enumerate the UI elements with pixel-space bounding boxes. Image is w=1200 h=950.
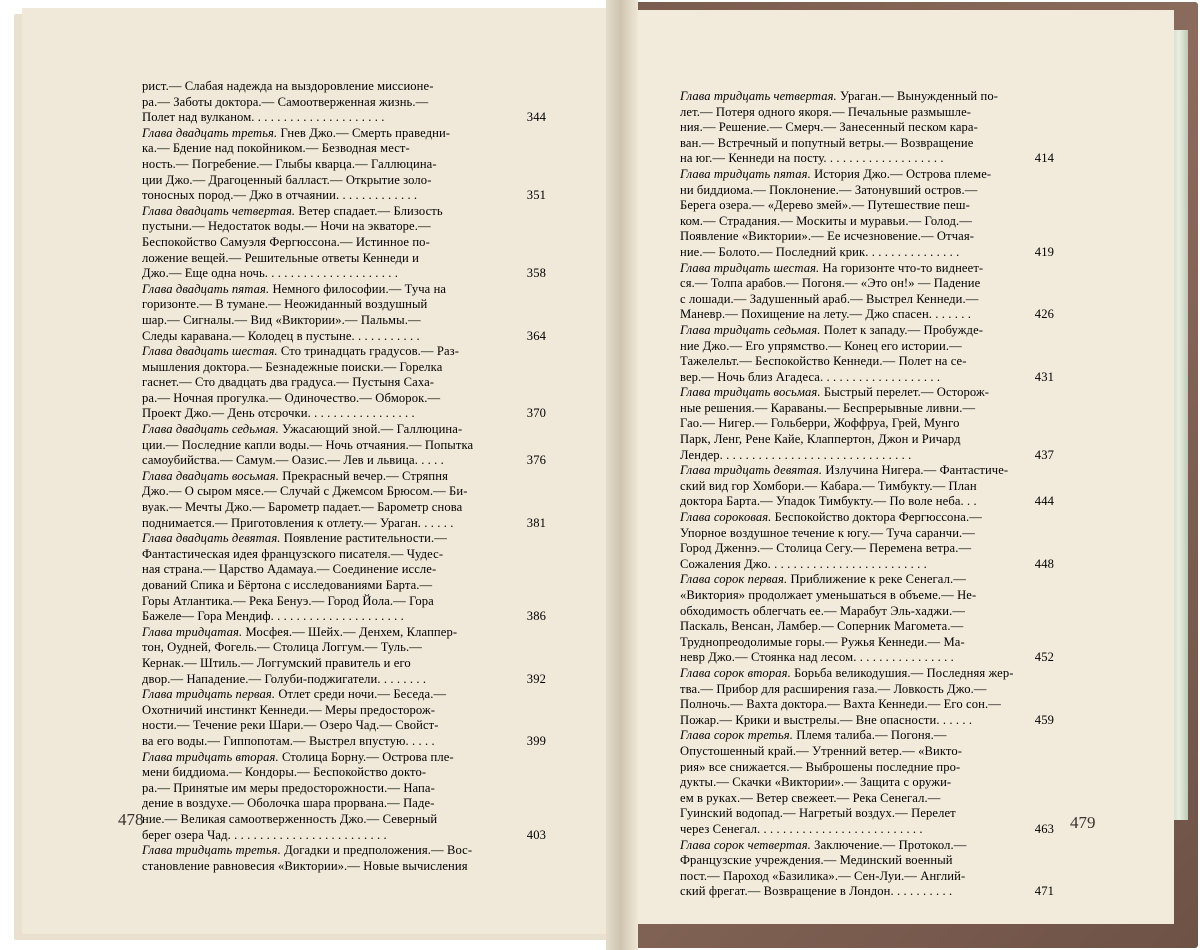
toc-text: берег озера Чад. . . . . . . . . . . . . . . . . . . . . . . . .	[142, 827, 387, 842]
toc-line	[142, 313, 546, 329]
toc-text: рия» все снижается.— Выброшены последние про-	[680, 759, 961, 774]
toc-line	[680, 245, 1054, 261]
toc-line	[142, 500, 546, 516]
toc-line	[680, 806, 1054, 822]
toc-text: Полет над вулканом. . . . . . . . . . . . . . . . . . . . .	[142, 110, 385, 125]
toc-page-number: 376	[524, 453, 546, 469]
toc-line	[680, 869, 1054, 885]
toc-page-number: 426	[1032, 307, 1054, 323]
chapter-title: Глава двадцать шестая.	[142, 344, 278, 359]
toc-line	[680, 432, 1054, 448]
toc-text: с лошади.— Задушенный араб.— Выстрел Кеннеди.—	[680, 291, 979, 306]
toc-text: шар.— Сигналы.— Вид «Виктории».— Пальмы.—	[142, 312, 421, 327]
toc-text: Заключение.— Протокол.—	[810, 837, 967, 852]
chapter-title: Глава тридцать третья.	[142, 843, 281, 858]
toc-page-number: 344	[524, 110, 546, 126]
toc-text: самоубийства.— Самум.— Оазис.— Лев и львица. . . . .	[142, 453, 444, 468]
toc-text: ван.— Встречный и попутный ветры.— Возвращение	[680, 135, 974, 150]
toc-text: невр Джо.— Стоянка над лесом. . . . . . . . . . . . . . . .	[680, 650, 954, 665]
toc-line	[680, 697, 1054, 713]
toc-line	[680, 791, 1054, 807]
toc-line	[680, 526, 1054, 542]
toc-line	[680, 775, 1054, 791]
toc-text: Немного философии.— Туча на	[269, 281, 447, 296]
toc-text: ность.— Погребение.— Глыбы кварца.— Галлюцина-	[142, 156, 437, 171]
chapter-title: Глава тридцать вторая.	[142, 749, 279, 764]
toc-page-number: 419	[1032, 245, 1054, 261]
toc-line	[680, 416, 1054, 432]
toc-text: Лендер. . . . . . . . . . . . . . . . . . . . . . . . . . . . . .	[680, 447, 912, 462]
toc-line	[680, 276, 1054, 292]
toc-text: ра.— Ночная прогулка.— Одиночество.— Обморок.—	[142, 390, 441, 405]
toc-text: мени биддиома.— Кондоры.— Беспокойство докто-	[142, 765, 427, 780]
chapter-title: Глава двадцать девятая.	[142, 531, 281, 546]
toc-text: Догадки и предположения.— Вос-	[280, 843, 473, 858]
toc-page-number: 431	[1032, 370, 1054, 386]
toc-text: ка.— Бдение над покойником.— Безводная мест-	[142, 141, 410, 156]
toc-line	[680, 229, 1054, 245]
toc-page-number: 437	[1032, 448, 1054, 464]
toc-text: ский фрегат.— Возвращение в Лондон. . . . . . . . . .	[680, 884, 953, 899]
toc-text: Джо.— Еще одна ночь. . . . . . . . . . . . . . . . . . . . .	[142, 266, 398, 281]
toc-line	[680, 838, 1054, 854]
toc-line	[680, 728, 1054, 744]
toc-line	[680, 370, 1054, 386]
toc-text: ва его воды.— Гиппопотам.— Выстрел впустую. . . . .	[142, 733, 435, 748]
toc-text: Гуинский водопад.— Нагретый воздух.— Перелет	[680, 806, 956, 821]
toc-line	[680, 214, 1054, 230]
toc-page-number: 463	[1032, 822, 1054, 838]
toc-text: тва.— Прибор для расширения газа.— Ловкость Джо.—	[680, 681, 987, 696]
toc-line	[680, 448, 1054, 464]
chapter-title: Глава сорок вторая.	[680, 665, 791, 680]
chapter-title: Глава двадцать седьмая.	[142, 422, 279, 437]
toc-line	[142, 406, 546, 422]
toc-line	[680, 105, 1054, 121]
toc-page-number: 351	[524, 188, 546, 204]
toc-text: Полночь.— Вахта доктора.— Вахта Кеннеди.— Его сон.—	[680, 697, 1001, 712]
toc-text: Ураган.— Вынужденный по-	[836, 89, 999, 103]
toc-text: Отлет среди ночи.— Беседа.—	[275, 687, 447, 702]
toc-text: Пожар.— Крики и выстрелы.— Вне опасности. . . . . .	[680, 712, 973, 727]
toc-text: Парк, Ленг, Рене Кайе, Клаппертон, Джон и Ричард	[680, 432, 961, 447]
toc-text: двор.— Нападение.— Голуби-поджигатели. . . . . . . .	[142, 671, 427, 686]
toc-line	[142, 360, 546, 376]
toc-line	[142, 703, 546, 719]
toc-page-number: 386	[524, 609, 546, 625]
chapter-title: Глава двадцать четвертая.	[142, 203, 296, 218]
toc-line	[142, 516, 546, 532]
toc-line	[142, 625, 546, 641]
toc-text: ние Джо.— Его упрямство.— Конец его истории.—	[680, 338, 962, 353]
toc-text: «Виктория» продолжает уменьшаться в объеме.— Не-	[680, 588, 977, 602]
toc-line	[680, 136, 1054, 152]
toc-line	[142, 484, 546, 500]
toc-text: ции Джо.— Драгоценный балласт.— Открытие золо-	[142, 172, 432, 187]
toc-text: мышления доктора.— Безнадежные поиски.— Горелка	[142, 359, 443, 374]
toc-line	[142, 750, 546, 766]
chapter-title: Глава двадцать третья.	[142, 125, 278, 140]
toc-text: Проект Джо.— День отсрочки. . . . . . . . . . . . . . . . .	[142, 406, 415, 421]
toc-line	[680, 557, 1054, 573]
chapter-title: Глава сорок третья.	[680, 728, 794, 743]
toc-text: Опустошенный край.— Утренний ветер.— «Викто-	[680, 743, 963, 758]
toc-line	[680, 494, 1054, 510]
toc-line	[142, 781, 546, 797]
toc-text: Труднопреодолимые горы.— Ружья Кеннеди.— Ма-	[680, 634, 965, 649]
toc-line	[142, 812, 546, 828]
toc-text: дение в воздухе.— Оболочка шара прорвана.— Паде-	[142, 796, 435, 811]
toc-line	[142, 79, 546, 95]
toc-text: ни биддиома.— Поклонение.— Затонувший остров.—	[680, 182, 978, 197]
toc-text: Беспокойство доктора Фергюссона.—	[771, 510, 982, 525]
toc-text: Появление растительности.—	[280, 531, 447, 546]
toc-text: Племя талиба.— Погоня.—	[793, 728, 947, 743]
toc-line	[680, 385, 1054, 401]
toc-line	[142, 110, 546, 126]
toc-text: Борьба великодушия.— Последняя жер-	[790, 665, 1014, 680]
toc-text: ния.— Решение.— Смерч.— Занесенный песком кара-	[680, 120, 978, 135]
toc-text: Приближение к реке Сенегал.—	[787, 572, 966, 587]
toc-text: на юг.— Кеннеди на посту. . . . . . . . . . . . . . . . . . .	[680, 151, 944, 166]
toc-text: Гао.— Нигер.— Гольберри, Жоффруа, Грей, Мунго	[680, 416, 960, 431]
toc-line	[680, 760, 1054, 776]
toc-text: ние.— Болото.— Последний крик. . . . . . . . . . . . . . .	[680, 244, 960, 259]
toc-line	[680, 588, 1054, 604]
toc-line	[680, 619, 1054, 635]
toc-right-column	[680, 89, 1054, 900]
toc-text: Следы каравана.— Колодец в пустыне. . . . . . . . . . .	[142, 328, 420, 343]
toc-line	[142, 438, 546, 454]
toc-line	[142, 718, 546, 734]
toc-text: ции.— Последние капли воды.— Ночь отчаяния.— Попытка	[142, 437, 474, 452]
toc-text: ности.— Течение реки Шари.— Озеро Чад.— Свойст-	[142, 718, 439, 733]
toc-line	[680, 541, 1054, 557]
toc-line	[142, 562, 546, 578]
toc-line	[680, 604, 1054, 620]
toc-line	[680, 666, 1054, 682]
toc-page-number: 381	[524, 516, 546, 532]
toc-text: пустыни.— Недостаток воды.— Ночи на экваторе.—	[142, 219, 431, 234]
toc-line	[142, 578, 546, 594]
toc-line	[680, 120, 1054, 136]
toc-text: вуак.— Мечты Джо.— Барометр падает.— Барометр снова	[142, 500, 463, 515]
toc-text: Появление «Виктории».— Ее исчезновение.— Отчая-	[680, 229, 975, 244]
toc-line	[142, 531, 546, 547]
toc-text: через Сенегал. . . . . . . . . . . . . . . . . . . . . . . . . .	[680, 821, 923, 836]
toc-line	[142, 422, 546, 438]
toc-page-number: 414	[1032, 151, 1054, 167]
page-number-right: 479	[1070, 813, 1096, 832]
toc-page-number: 444	[1032, 494, 1054, 510]
toc-text: ные решения.— Караваны.— Беспрерывные ливни.—	[680, 400, 976, 415]
toc-line	[680, 479, 1054, 495]
toc-text: История Джо.— Острова племе-	[810, 166, 992, 181]
toc-text: Фантастическая идея французского писателя.— Чудес-	[142, 546, 444, 561]
toc-line	[142, 594, 546, 610]
toc-page-number: 459	[1032, 713, 1054, 729]
toc-line	[142, 609, 546, 625]
toc-line	[680, 323, 1054, 339]
toc-text: дукты.— Скачки «Виктории».— Защита с оружи-	[680, 775, 952, 790]
toc-page-number: 471	[1032, 884, 1054, 900]
toc-line	[680, 89, 1054, 105]
toc-text: ком.— Страдания.— Москиты и муравьи.— Голод.—	[680, 213, 972, 228]
toc-line	[142, 235, 546, 251]
chapter-title: Глава тридцатая.	[142, 624, 243, 639]
toc-text: поднимается.— Приготовления к отлету.— Ураган. . . . . .	[142, 515, 454, 530]
toc-line	[142, 266, 546, 282]
chapter-title: Глава тридцать восьмая.	[680, 385, 821, 400]
chapter-title: Глава двадцать пятая.	[142, 281, 270, 296]
toc-line	[142, 157, 546, 173]
toc-text: Бажеле— Гора Мендиф. . . . . . . . . . . . . . . . . . . . .	[142, 609, 404, 624]
toc-line	[680, 572, 1054, 588]
toc-line	[680, 339, 1054, 355]
toc-text: Упорное воздушное течение к югу.— Туча саранчи.—	[680, 525, 976, 540]
toc-left-column	[142, 79, 546, 874]
chapter-title: Глава двадцать восьмая.	[142, 468, 279, 483]
toc-line	[680, 713, 1054, 729]
toc-line	[142, 656, 546, 672]
toc-line	[680, 744, 1054, 760]
toc-text: горизонте.— В тумане.— Неожиданный воздушный	[142, 297, 428, 312]
toc-text: Прекрасный вечер.— Стряпня	[278, 468, 448, 483]
toc-line	[142, 828, 546, 844]
toc-text: ложение вещей.— Решительные ответы Кеннеди и	[142, 250, 419, 265]
toc-text: Охотничий инстинкт Кеннеди.— Меры предосторож-	[142, 702, 436, 717]
chapter-title: Глава сорок первая.	[680, 572, 788, 587]
chapter-title: Глава тридцать первая.	[142, 687, 276, 702]
toc-text: лет.— Потеря одного якоря.— Печальные размышле-	[680, 104, 972, 119]
book-gutter	[606, 0, 638, 950]
toc-line	[142, 282, 546, 298]
toc-text: пост.— Пароход «Базилика».— Сен-Луи.— Англий-	[680, 868, 966, 883]
toc-text: Маневр.— Похищение на лету.— Джо спасен. . . . . . .	[680, 307, 972, 322]
toc-page-number: 358	[524, 266, 546, 282]
toc-text: Излучина Нигера.— Фантастиче-	[822, 463, 1009, 478]
toc-line	[142, 204, 546, 220]
toc-line	[680, 167, 1054, 183]
toc-line	[142, 95, 546, 111]
chapter-title: Глава сорок четвертая.	[680, 837, 811, 852]
toc-line	[142, 329, 546, 345]
page-number-left: 478	[118, 810, 144, 829]
toc-text: обходимость облегчать ее.— Марабут Эль-хаджи.—	[680, 603, 966, 618]
toc-page-number: 399	[524, 734, 546, 750]
toc-line	[680, 635, 1054, 651]
chapter-title: Глава тридцать пятая.	[680, 166, 811, 181]
toc-page-number: 364	[524, 329, 546, 345]
toc-text: Тажелельт.— Беспокойство Кеннеди.— Полет на се-	[680, 354, 967, 369]
toc-line	[142, 547, 546, 563]
toc-line	[142, 687, 546, 703]
toc-text: ра.— Заботы доктора.— Самоотверженная жизнь.—	[142, 94, 429, 109]
toc-line	[680, 183, 1054, 199]
toc-line	[680, 198, 1054, 214]
toc-page-number: 452	[1032, 650, 1054, 666]
toc-page-number: 403	[524, 828, 546, 844]
toc-text: тоносных пород.— Джо в отчаянии. . . . . . . . . . . . .	[142, 188, 418, 203]
toc-text: тон, Оудней, Фогель.— Столица Логгум.— Туль.—	[142, 640, 422, 655]
toc-line	[680, 401, 1054, 417]
toc-text: Горы Атлантика.— Река Бенуэ.— Город Йола.— Гора	[142, 593, 434, 608]
toc-text: становление равновесия «Виктории».— Новые вычисления	[142, 858, 468, 873]
toc-text: Город Дженнэ.— Столица Сегу.— Перемена ветра.—	[680, 541, 972, 556]
toc-line	[142, 375, 546, 391]
chapter-title: Глава тридцать седьмая.	[680, 322, 821, 337]
toc-line	[680, 151, 1054, 167]
toc-line	[680, 510, 1054, 526]
toc-line	[142, 796, 546, 812]
toc-line	[142, 141, 546, 157]
toc-text: доктора Барта.— Упадок Тимбукту.— По воле неба. . .	[680, 494, 977, 509]
toc-line	[142, 297, 546, 313]
toc-text: ский вид гор Хомбори.— Кабара.— Тимбукту.— План	[680, 478, 977, 493]
toc-page-number: 448	[1032, 557, 1054, 573]
toc-line	[142, 765, 546, 781]
toc-text: Беспокойство Самуэля Фергюссона.— Истинное по-	[142, 234, 430, 249]
toc-text: вер.— Ночь близ Агадеса. . . . . . . . . . . . . . . . . . .	[680, 369, 941, 384]
toc-text: ная страна.— Царство Адамауа.— Соединение иссле-	[142, 562, 437, 577]
toc-line	[142, 391, 546, 407]
toc-text: Быстрый перелет.— Осторож-	[820, 385, 990, 400]
toc-line	[142, 859, 546, 875]
toc-text: Кернак.— Штиль.— Логгумский правитель и его	[142, 655, 411, 670]
toc-text: На горизонте что-то виднеет-	[819, 260, 984, 275]
toc-line	[142, 672, 546, 688]
toc-line	[680, 884, 1054, 900]
toc-text: Полет к западу.— Пробужде-	[820, 322, 984, 337]
toc-text: Гнев Джо.— Смерть праведни-	[277, 125, 451, 140]
toc-text: Французские учреждения.— Мединский военный	[680, 853, 953, 868]
toc-text: Ужасающий зной.— Галлюцина-	[278, 422, 463, 437]
chapter-title: Глава сороковая.	[680, 510, 772, 525]
toc-text: Ветер спадает.— Близость	[295, 203, 443, 218]
toc-line	[680, 307, 1054, 323]
toc-line	[142, 219, 546, 235]
toc-text: гаснет.— Сто двадцать два градуса.— Пустыня Саха-	[142, 375, 435, 390]
chapter-title: Глава тридцать шестая.	[680, 260, 820, 275]
toc-text: Сто тринадцать градусов.— Раз-	[277, 344, 460, 359]
toc-text: ся.— Толпа арабов.— Погоня.— «Это он!» — Падение	[680, 276, 981, 291]
toc-text: ние.— Великая самоотверженность Джо.— Северный	[142, 811, 438, 826]
toc-line	[680, 650, 1054, 666]
toc-text: Мосфея.— Шейх.— Денхем, Клаппер-	[242, 624, 458, 639]
toc-text: дований Спика и Бёртона с исследованиями Барта.—	[142, 578, 433, 592]
toc-line	[142, 843, 546, 859]
toc-line	[142, 453, 546, 469]
toc-line	[142, 734, 546, 750]
toc-text: рист.— Слабая надежда на выздоровление миссионе-	[142, 79, 434, 93]
toc-line	[680, 463, 1054, 479]
toc-text: Паскаль, Венсан, Ламбер.— Соперник Магомета.—	[680, 619, 964, 634]
toc-line	[142, 344, 546, 360]
toc-line	[680, 354, 1054, 370]
chapter-title: Глава тридцать девятая.	[680, 463, 823, 478]
toc-line	[142, 188, 546, 204]
toc-line	[142, 640, 546, 656]
toc-line	[680, 822, 1054, 838]
toc-text: ем в руках.— Ветер свежеет.— Река Сенегал.—	[680, 790, 941, 805]
toc-text: Джо.— О сыром мясе.— Случай с Джемсом Брюсом.— Би-	[142, 484, 468, 499]
chapter-title: Глава тридцать четвертая.	[680, 89, 837, 103]
toc-text: Сожаления Джо. . . . . . . . . . . . . . . . . . . . . . . . .	[680, 556, 927, 571]
toc-line	[142, 173, 546, 189]
toc-page-number: 370	[524, 406, 546, 422]
toc-line	[680, 682, 1054, 698]
toc-text: ра.— Принятые им меры предосторожности.— Напа-	[142, 780, 435, 795]
toc-line	[680, 853, 1054, 869]
toc-line	[680, 292, 1054, 308]
toc-line	[142, 126, 546, 142]
toc-line	[142, 251, 546, 267]
toc-page-number: 392	[524, 672, 546, 688]
toc-line	[142, 469, 546, 485]
toc-line	[680, 261, 1054, 277]
toc-text: Столица Борну.— Острова пле-	[278, 749, 454, 764]
toc-text: Берега озера.— «Дерево змей».— Путешествие пеш-	[680, 198, 970, 213]
